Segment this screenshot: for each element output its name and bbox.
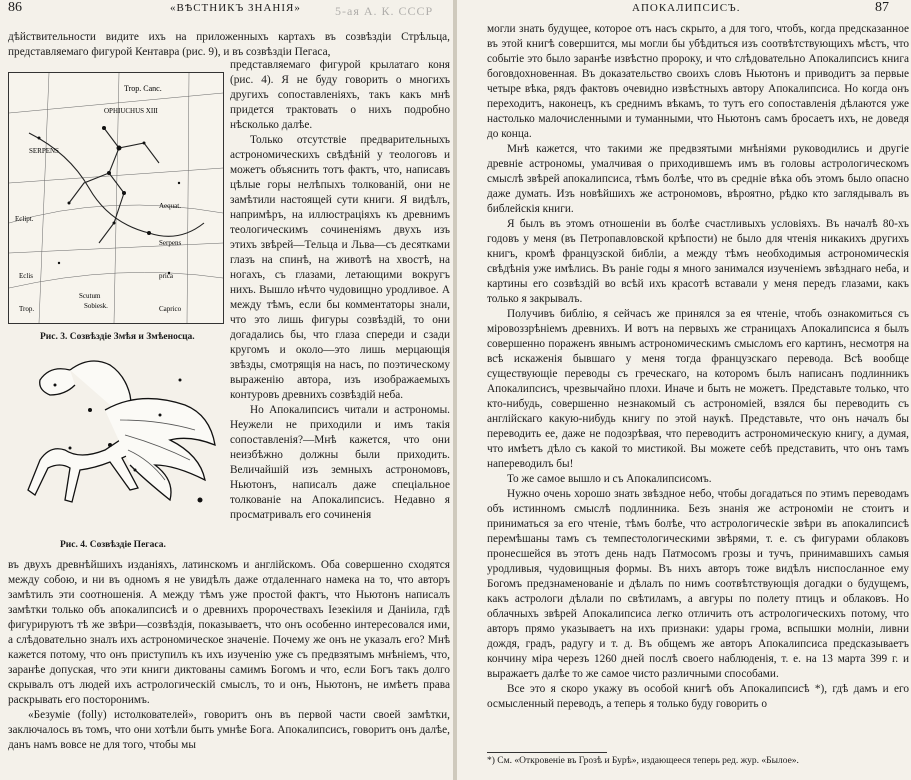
column-paragraph-3: Но Апокалипсисъ читали и астрономы. Неужели не приходили и имъ такія сопоставленія?—Мнѣ кажется, что они неизбѣжно должны были приходить. Величайшій изъ земныхъ астрономовъ, Ньютонъ, написалъ даже спеціальное толкованіе на Апокалипсисъ. Недавно я просматривалъ его сочиненія xyxy=(230,404,450,521)
right-paragraph-1: могли знать будущее, которое отъ насъ скрыто, а для того, чтобъ, когда предсказанное въ этой книгѣ совершится, мы могли бы убѣдиться изъ соотвѣтствующихъ мѣстъ, что событіе это было заранѣе извѣстно пророку, и что слѣдовательно Апокалипсисъ книга боговдохновенная. Въ доказательство своихъ словъ Ньютонъ и приводитъ за первые четыре вѣка, рядъ фактовъ очевидно извѣстныхъ автору Апокалипсиса. Но когда онъ переходитъ, наконецъ, къ среднимъ вѣкамъ, то тутъ его сопоставленія дѣлаются уже настолько малочисленными и туманными, что Ньютонъ самъ бросаетъ ихъ, не доведя до конца. xyxy=(487,23,909,140)
left-running-header: «ВѢСТНИКЪ ЗНАНІЯ» xyxy=(170,2,301,14)
column-paragraph-2: Только отсутствіе предварительныхъ астрономическихъ свѣдѣній у теологовъ и можетъ объяснить тотъ фактъ, что, написавъ цѣлые горы нелѣпыхъ толкованій, они не замѣтили настоящей сути книги. Я видѣлъ, напримѣръ, на иллюстраціяхъ къ древнимъ теологическимъ сочиненіямъ двухъ изъ этихъ звѣрей—Тельца и Льва—съ десятками глазъ на спинѣ, на животѣ на хвостѣ, на ногахъ, съ глазами, летающими вокругъ нихъ. Вышло нѣчто чудовищно уродливое. А между тѣмъ, если бы комментаторы знали, что это лишь фигуры созвѣздій, то они догадались бы, что глаза спереди и сзади кругомъ и около—это лишь мерцающія звѣзды, смотрящія на насъ, по поэтическому выраженію автора, изъ изображаемыхъ контуровъ древнихъ созвѣздій неба. xyxy=(230,134,450,401)
right-paragraph-3: Я былъ въ этомъ отношеніи въ болѣе счастливыхъ условіяхъ. Въ началѣ 80-хъ годовъ у меня (въ Петропавловской крѣпости) не было для чтенія никакихъ другихъ книгъ, кромѣ французской библіи, а между тѣмъ необходимыя астрономическія свѣдѣнія уже имѣлись. Въ раніе годы я много занимался изученіемъ звѣзднаго неба, и картины его созвѣздій во всѣй ихъ красотѣ вставали у меня передъ глазами, какъ только я закрывалъ. xyxy=(487,218,909,305)
label-eclis: Eclis xyxy=(19,272,33,280)
left-text-top xyxy=(8,30,450,60)
right-running-header: АПОКАЛИПСИСЪ. xyxy=(632,2,741,14)
right-page xyxy=(457,0,911,780)
label-sobiesk: Sobiesk. xyxy=(84,302,108,310)
label-prica: prica xyxy=(159,272,173,280)
footnote: *) См. «Откровеніе въ Грозѣ и Бурѣ», издающееся теперь ред. жур. «Былое». xyxy=(487,756,799,766)
label-serpens: SERPENS xyxy=(29,147,59,155)
label-caprico: Caprico xyxy=(159,305,182,313)
left-page xyxy=(0,0,453,780)
library-stamp: 5-ая А. К. СССР xyxy=(335,4,434,18)
right-paragraph-4: Получивъ библію, я сейчасъ же принялся за ея чтеніе, чтобъ ознакомиться съ міровоззрѣніемъ древнихъ. И вотъ на первыхъ же страницахъ Апокалипсиса я былъ совершенно пораженъ явнымъ астрономическимъ смысломъ его картинъ, несмотря на всѣ искаженія бывшаго у меня тогда французскаго перевода. Всѣ вообще существующіе переводы съ греческаго, на которомъ былъ написанъ подлинникъ Апокалипсисъ, чрезвычайно плохи. Иначе и быть не можетъ. Представьте только, что кто-нибудь, совершенно незнакомый съ астрономіей, взялся бы переводить съ англійскаго какую-нибудь книгу по этой наукѣ. Представьте, что онъ началъ бы переводить ее, даже не подозрѣвая, что переводитъ астрономическую книгу, а думая, что имѣетъ дѣло съ какой то мистикой. Вы можете себѣ представить, что онъ тамъ напереводилъ бы! xyxy=(487,308,909,470)
right-page-number: 87 xyxy=(875,0,889,15)
figure-3-star-chart xyxy=(8,72,224,324)
right-paragraph-2: Мнѣ кажется, что такими же предвзятыми мнѣніями руководились и другіе древніе астрономы, умалчивая о приходившемъ имъ въ головы астрологическомъ смыслѣ звѣрей апокалипсиса, тѣмъ болѣе, что въ средніе вѣка объ этомъ было опасно даже думать. Изъ новѣйшихъ же астрономовъ, вѣроятно, рѣдко кто заглядывалъ въ библейскія книги. xyxy=(487,143,909,215)
column-paragraph-1: представляемаго фигурой крылатаго коня (рис. 4). Я не буду говорить о многихъ другихъ сопоставленіяхъ, такъ какъ мнѣ придется трактовать о нихъ подробно нѣсколько далѣе. xyxy=(230,59,450,131)
left-top-paragraph: дѣйствительности видите ихъ на приложенныхъ картахъ въ созвѣздіи Стрѣльца, представляемаго фигурой Кентавра (рис. 9), и въ созвѣздіи Пегаса, xyxy=(8,31,450,58)
star-chart-svg xyxy=(9,73,223,323)
right-text-main xyxy=(487,22,909,712)
right-paragraph-7: Все это я скоро укажу въ особой книгѣ объ Апокалипсисѣ *), гдѣ дамъ и его осмысленный переводъ, а теперь я только буду говорить о xyxy=(487,683,909,710)
right-paragraph-6: Нужно очень хорошо знать звѣздное небо, чтобы догадаться по этимъ переводамъ объ истинномъ смыслѣ подлинника. Безъ знанія же астрономіи не стоитъ и приниматься за его чтеніе, тѣмъ болѣе, что астрологическіе звѣри въ апокалипсисѣ перемѣшаны тамъ съ темпестологическими звѣрями, т. е. съ фигурами облаковъ пронесшейся въ этотъ день надъ Патмосомъ грозы и тучъ, принимавшихъ самыя уродливыя, чудовищныя формы. Въ нихъ авторъ тоже видѣлъ ниспосланное ему Богомъ предзнаменованіе и дѣлалъ по нимъ соотвѣтствующія догадки о будущемъ, какъ астрологи дѣлали по свѣтиламъ, а авгуры по полету птицъ и облаковъ. Но облачныхъ звѣрей Апокалипсиса легко отличить отъ астрологическихъ потому, что авторъ прямо указываетъ на ихъ признаки: удары грома, вспышки молніи, ливни дождя, градъ, радугу и т. д. Въ общемъ же авторъ Апокалипсиса предсказываетъ кончину міра черезъ 1260 дней послѣ своего наблюденія, т. е. на 13 марта 399 г. и выражаетъ далѣе то же самое чисто различными способами. xyxy=(487,488,909,680)
label-trop: Trop. xyxy=(19,305,35,313)
right-paragraph-5: То же самое вышло и съ Апокалипсисомъ. xyxy=(507,473,712,485)
figure-4-caption: Рис. 4. Созвѣздіе Пегаса. xyxy=(60,540,166,550)
figure-3-caption: Рис. 3. Созвѣздіе Змѣя и Змѣеносца. xyxy=(40,332,195,342)
pegasus-svg xyxy=(10,350,225,530)
label-aequat: Aequat. xyxy=(159,202,181,210)
bottom-paragraph-2: «Безуміе (folly) истолкователей», говоритъ онъ въ первой части своей замѣтки, заключалось въ томъ, что они хотѣли быть умнѣе Бога. Апокалипсисъ, говоритъ онъ далѣе, данъ намъ вовсе не для того, чтобы мы xyxy=(8,709,450,751)
left-text-bottom xyxy=(8,558,450,753)
label-ophiuchus: OPHIUCHUS XIII xyxy=(104,107,158,115)
figure-4-pegasus xyxy=(10,350,225,530)
label-scutum: Scutum xyxy=(79,292,101,300)
label-trop-canc: Trop. Canc. xyxy=(124,84,162,93)
label-eclipt: Eclipt. xyxy=(15,215,34,223)
bottom-paragraph-1: въ двухъ древнѣйшихъ изданіяхъ, латинскомъ и англійскомъ. Оба совершенно сходятся между собою, и ни въ одномъ я не увидѣлъ даже отдаленнаго намека на то, что авторъ замѣтилъ эти соотношенія. А между тѣмъ уже простой фактъ, что Ньютонъ написалъ замѣтки только объ апокалипсисѣ и о древнихъ пророчествахъ Іезекіиля и Даніила, гдѣ фигурируютъ тѣ же звѣри—созвѣздія, показываетъ, что онъ особенно интересовался ими, а слѣдовательно зналъ ихъ астрономическое значеніе. Почему же онъ не указалъ его? Мнѣ кажется потому, что онъ приступилъ къ ихъ изученію уже съ предвзятымъ мнѣніемъ, что, заранѣе допуская, что эти книги диктованы самимъ Богомъ и что, если Богъ такъ долго скрывалъ отъ людей ихъ астрологическій смыслъ, то и онъ, Ньютонъ, не имѣетъ права раскрывать его посторонимъ. xyxy=(8,559,450,706)
footnote-rule xyxy=(487,752,607,753)
left-page-number: 86 xyxy=(8,0,22,15)
label-serpens-2: Serpens xyxy=(159,239,182,247)
left-text-column xyxy=(230,58,450,523)
